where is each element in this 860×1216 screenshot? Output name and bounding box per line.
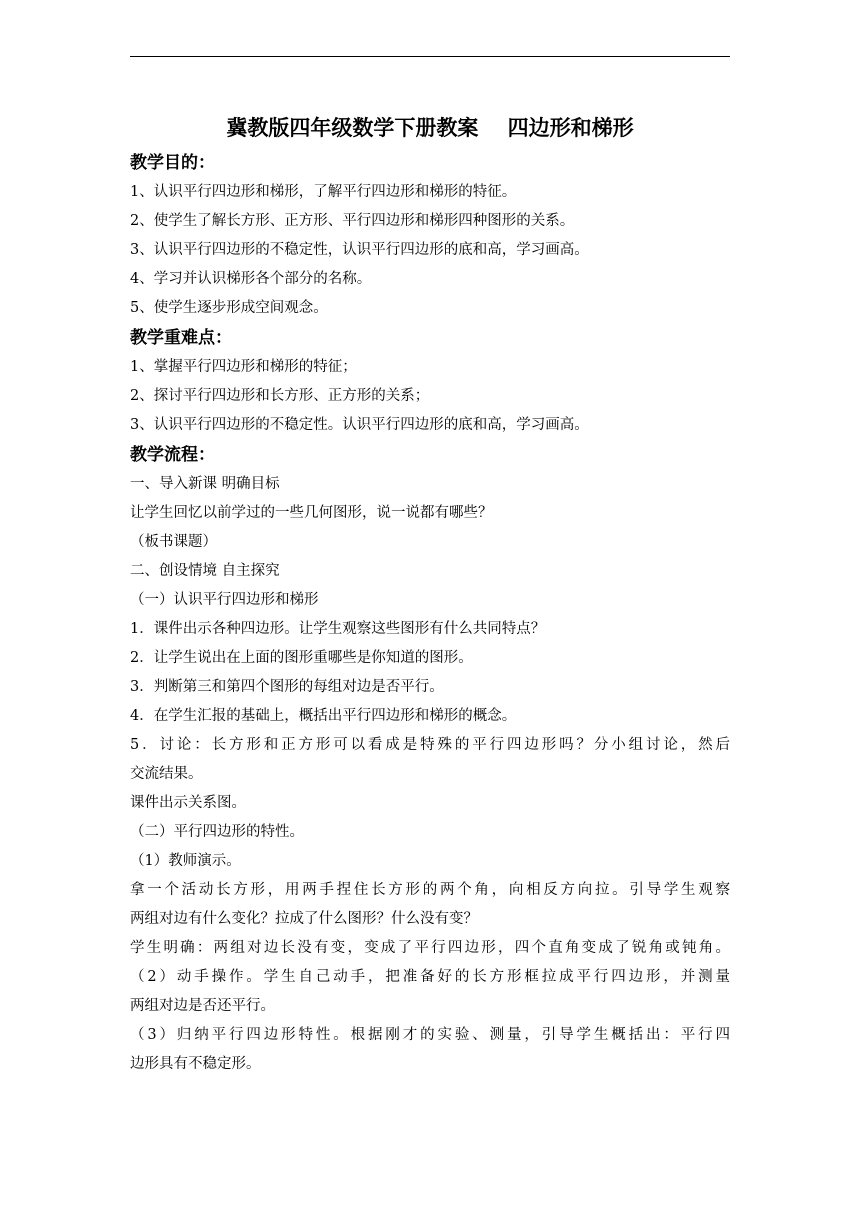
process-line: 两组对边有什么变化？拉成了什么图形？什么没有变？ — [130, 911, 478, 927]
process-line: （2）动手操作。学生自己动手，把准备好的长方形框拉成平行四边形，并测量 — [130, 969, 730, 985]
process-line: 2．让学生说出在上面的图形重哪些是你知道的图形。 — [130, 650, 473, 666]
process-line: 3．判断第三和第四个图形的每组对边是否平行。 — [130, 679, 444, 695]
process-line: 交流结果。 — [130, 766, 203, 782]
objective-line: 3、认识平行四边形的不稳定性，认识平行四边形的底和高，学习画高。 — [130, 242, 589, 258]
process-line: （板书课题） — [130, 534, 217, 550]
document-title: 冀教版四年级数学下册教案 四边形和梯形 — [226, 115, 634, 140]
section-heading-key-points: 教学重难点： — [130, 328, 232, 348]
process-line: 两组对边是否还平行。 — [130, 998, 275, 1014]
process-line: 4．在学生汇报的基础上，概括出平行四边形和梯形的概念。 — [130, 708, 517, 724]
process-line: 二、创设情境 自主探究 — [130, 563, 280, 579]
process-line: 学生明确：两组对边长没有变，变成了平行四边形，四个直角变成了锐角或钝角。 — [130, 940, 730, 956]
process-line: 课件出示关系图。 — [130, 795, 246, 811]
key-point-line: 1、掌握平行四边形和梯形的特征； — [130, 359, 357, 375]
process-line: （3）归纳平行四边形特性。根据刚才的实验、测量，引导学生概括出：平行四 — [130, 1027, 730, 1043]
process-line: （1）教师演示。 — [130, 853, 241, 869]
objective-line: 5、使学生逐步形成空间观念。 — [130, 300, 328, 316]
objective-line: 2、使学生了解长方形、正方形、平行四边形和梯形四种图形的关系。 — [130, 213, 575, 229]
process-line: 让学生回忆以前学过的一些几何图形，说一说都有哪些？ — [130, 505, 493, 521]
key-point-line: 3、认识平行四边形的不稳定性。认识平行四边形的底和高，学习画高。 — [130, 417, 589, 433]
process-line: （二）平行四边形的特性。 — [130, 824, 304, 840]
objective-line: 1、认识平行四边形和梯形，了解平行四边形和梯形的特征。 — [130, 184, 517, 200]
process-line: （一）认识平行四边形和梯形 — [130, 592, 319, 608]
process-line: 1．课件出示各种四边形。让学生观察这些图形有什么共同特点？ — [130, 621, 546, 637]
section-heading-process: 教学流程： — [130, 445, 215, 465]
objective-line: 4、学习并认识梯形各个部分的名称。 — [130, 271, 372, 287]
process-line: 一、导入新课 明确目标 — [130, 476, 280, 492]
process-line: 拿一个活动长方形，用两手捏住长方形的两个角，向相反方向拉。引导学生观察 — [130, 882, 730, 898]
key-point-line: 2、探讨平行四边形和长方形、正方形的关系； — [130, 388, 430, 404]
process-line: 5．讨论：长方形和正方形可以看成是特殊的平行四边形吗？分小组讨论，然后 — [130, 737, 730, 753]
section-heading-objectives: 教学目的： — [130, 153, 215, 173]
document-body — [130, 108, 730, 1079]
header-rule — [130, 56, 730, 57]
process-line: 边形具有不稳定形。 — [130, 1056, 261, 1072]
